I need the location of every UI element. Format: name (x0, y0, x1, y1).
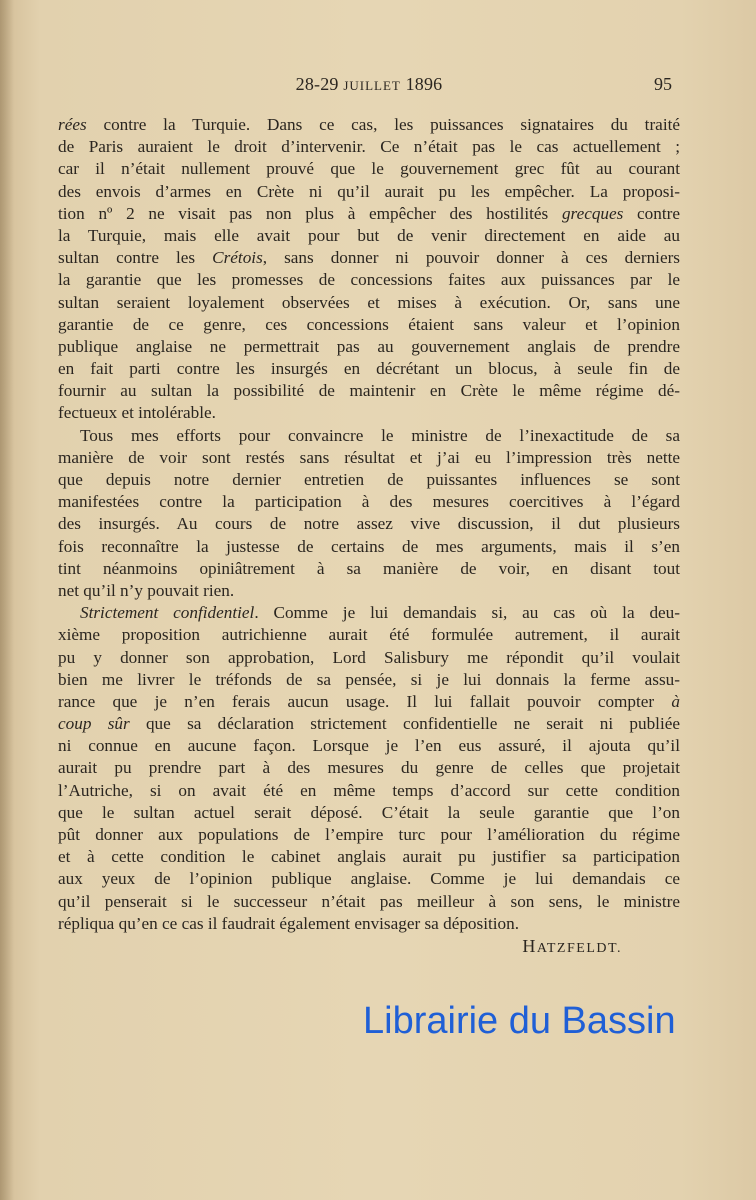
text-line (58, 558, 680, 580)
text-line (58, 292, 680, 314)
italic-text: Crétois (212, 248, 263, 268)
text-run: contre la Turquie. Dans ce cas, les puissances signataires du traité (86, 115, 680, 134)
body-text (58, 114, 680, 957)
page-gutter-shadow (0, 0, 14, 1200)
page-number: 95 (654, 74, 672, 94)
text-line (58, 824, 680, 846)
text-line (58, 536, 680, 558)
paragraph (58, 602, 680, 935)
text-run: publique anglaise ne permettrait pas au gouvernement anglais de prendre (58, 336, 680, 356)
paragraph (58, 114, 680, 425)
text-run: et à cette condition le cabinet anglais aurait pu justifier sa participation (58, 847, 680, 867)
text-line (58, 158, 680, 180)
header-day: 28-29 (295, 74, 344, 94)
text-line (58, 669, 680, 691)
signature-rest: ATZFELDT. (536, 940, 622, 956)
text-run: garantie de ce genre, ces concessions étaient sans valeur et l’opinion (58, 314, 680, 334)
text-line (58, 513, 680, 535)
text-line (58, 580, 680, 602)
text-line (58, 891, 680, 913)
text-run: bien me livrer le tréfonds de sa pensée, si je lui donnais la ferme assu- (58, 669, 680, 689)
text-line (58, 757, 680, 779)
text-line (58, 868, 680, 890)
text-run: manifestées contre la participation à des mesures coercitives à l’égard (58, 492, 680, 512)
text-line (58, 114, 680, 136)
text-line (58, 269, 680, 291)
italic-text: à (671, 691, 680, 711)
text-line (58, 469, 680, 491)
italic-text: rées (58, 115, 87, 134)
text-run: la Turquie, mais elle avait pour but de venir directement en aide au (58, 225, 680, 245)
text-run: net qu’il n’y pouvait rien. (58, 580, 235, 600)
signature-initial: H (522, 935, 537, 956)
text-run: fois reconnaître la justesse de certains de mes arguments, mais il s’en (58, 536, 680, 556)
text-run: des envois d’armes en Crète ni qu’il aurait pu les empêcher. La proposi- (58, 181, 680, 201)
text-line (58, 425, 680, 447)
text-run: des insurgés. Au cours de notre assez vive discussion, il dut plusieurs (58, 514, 680, 534)
text-line (58, 624, 680, 646)
text-line (58, 447, 680, 469)
text-line (58, 713, 680, 735)
text-run: pu y donner son approbation, Lord Salisbury me répondit qu’il voulait (58, 647, 680, 667)
text-run: car il n’était nullement prouvé que le gouvernement grec fût au courant (58, 159, 680, 179)
text-line (58, 402, 680, 424)
running-header (58, 74, 680, 98)
text-run: aurait pu prendre part à des mesures du genre de celles que projetait (58, 758, 680, 778)
text-run: xième proposition autrichienne aurait été formulée autrement, il aurait (58, 625, 680, 645)
text-line (58, 247, 680, 269)
text-line (58, 314, 680, 336)
watermark: Librairie du Bassin (363, 1000, 676, 1042)
text-run: que depuis notre dernier entretien de puissantes influences se sont (58, 470, 680, 489)
text-run: ni connue en aucune façon. Lorsque je l’en eus assuré, il ajouta qu’il (58, 736, 680, 756)
text-line (58, 602, 680, 624)
text-line (58, 380, 680, 402)
text-run: que sa déclaration strictement confidentielle ne serait ni publiée (129, 714, 680, 734)
text-run: Tous mes efforts pour convaincre le ministre de l’inexactitude de sa (80, 425, 680, 445)
text-run: qu’il penserait si le successeur n’était pas meilleur à son sens, le ministre (58, 891, 680, 911)
text-run: sultan contre les (58, 248, 213, 268)
italic-text: grecques (561, 203, 624, 223)
paragraph (58, 425, 680, 603)
text-run: que le sultan actuel serait déposé. C’était la seule garantie que l’on (58, 802, 680, 822)
text-line (58, 136, 680, 158)
text-line (58, 491, 680, 513)
text-run: aux yeux de l’opinion publique anglaise. Comme je lui demandais ce (58, 869, 680, 889)
text-line (58, 225, 680, 247)
text-line (58, 691, 680, 713)
text-line (58, 735, 680, 757)
text-run: en fait parti contre les insurgés en décrétant un blocus, à seule fin de (58, 359, 680, 379)
text-line (58, 336, 680, 358)
text-run: de Paris auraient le droit d’intervenir. Ce n’était pas le cas actuellement ; (58, 137, 680, 157)
text-line (58, 181, 680, 203)
text-run: tint néanmoins opiniâtrement à sa manière de voir, en disant tout (58, 558, 680, 578)
text-line (58, 203, 680, 225)
text-run: rance que je n’en ferais aucun usage. Il lui fallait pouvoir compter (58, 691, 672, 711)
signature (58, 935, 680, 957)
text-line (58, 846, 680, 868)
text-run: fectueux et intolérable. (58, 403, 216, 423)
text-run: , sans donner ni pouvoir donner à ces derniers (262, 248, 680, 268)
header-month: JUILLET (343, 78, 401, 93)
text-line (58, 358, 680, 380)
text-line (58, 780, 680, 802)
italic-text: coup sûr (58, 714, 130, 734)
text-run: pût donner aux populations de l’empire turc pour l’amélioration du régime (58, 825, 680, 844)
text-run: . Comme je lui demandais si, au cas où la deu- (254, 603, 680, 623)
paragraphs (58, 114, 680, 935)
text-line (58, 913, 680, 935)
text-run: manière de voir sont restés sans résultat et j’ai eu l’impression très nette (58, 447, 680, 467)
italic-text: Strictement confidentiel (80, 603, 255, 623)
text-line (58, 802, 680, 824)
text-run: sultan seraient loyalement observées et mises à exécution. Or, sans une (58, 292, 680, 312)
text-run: contre (623, 203, 680, 223)
text-run: l’Autriche, si on avait été en même temps d’accord sur cette condition (58, 780, 680, 800)
header-date (58, 74, 680, 95)
text-run: répliqua qu’en ce cas il faudrait également envisager sa déposition. (58, 913, 520, 933)
text-run: tion nº 2 ne visait pas non plus à empêcher des hostilités (58, 203, 562, 223)
text-run: fournir au sultan la possibilité de maintenir en Crète le même régime dé- (58, 381, 680, 401)
text-run: la garantie que les promesses de concessions faites aux puissances par le (58, 270, 680, 290)
header-year: 1896 (400, 74, 443, 94)
text-line (58, 647, 680, 669)
